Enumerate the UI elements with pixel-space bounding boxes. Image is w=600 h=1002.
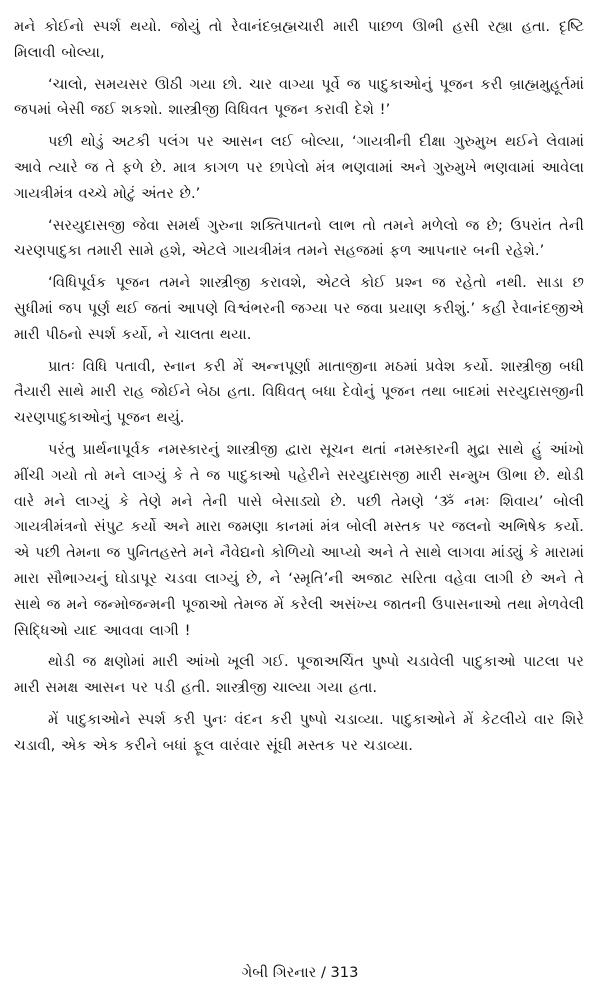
paragraph: ‘ચાલો, સમયસર ઊઠી ગયા છો. ચાર વાગ્યા પૂર્વે જ પાદુકાઓનું પૂજન કરી બ્રાહ્મમુહૂર્તમાં જપમાં બેસી જઈ શકશો. શાસ્ત્રીજી વિધિવત પૂજન કરાવી દેશે !’ (14, 75, 584, 119)
page-body (14, 14, 584, 759)
paragraph: ‘સરયુદાસજી જેવા સમર્થ ગુરુના શક્તિપાતનો લાભ તો તમને મળેલો જ છે; ઉપરાંત તેની ચરણપાદુકા તમારી સામે હશે, એટલે ગાયત્રીમંત્ર તમને સહજમાં ફળ આપનાર બની રહેશે.’ (14, 216, 584, 260)
paragraph: ‘વિધિપૂર્વક પૂજન તમને શાસ્ત્રીજી કરાવશે, એટલે કોઈ પ્રશ્ન જ રહેતો નથી. સાડા છ સુધીમાં જપ પૂર્ણ થઈ જતાં આપણે વિશ્વંભરની જગ્યા પર જવા પ્રયાણ કરીશું.’ કહી રેવાનંદજીએ મારી પીઠનો સ્પર્શ કર્યો, ને ચાલતા થયા. (14, 274, 584, 343)
paragraph: મેં પાદુકાઓને સ્પર્શ કરી પુનઃ વંદન કરી પુષ્પો ચડાવ્યા. પાદુકાઓને મેં કેટલીયે વાર શિરે ચડાવી, એક એક કરીને બધાં ફૂલ વારંવાર સૂંઘી મસ્તક પર ચડાવ્યા. (14, 710, 584, 754)
paragraph: પરંતુ પ્રાર્થનાપૂર્વક નમસ્કારનું શાસ્ત્રીજી દ્વારા સૂચન થતાં નમસ્કારની મુદ્રા સાથે હું આંખો મીંચી ગયો તો મને લાગ્યું કે તે જ પાદુકાઓ પહેરીને સરયુદાસજી મારી સન્મુખ ઊભા છે. થોડી વારે મને લાગ્યું કે તેણે મને તેની પાસે બેસાડ્યો છે. પછી તેમણે ‘ૐ નમઃ શિવાય’ બોલી ગાયત્રીમંત્રનો સંપુટ કર્યો અને મારા જમણા કાનમાં મંત્ર બોલી મસ્તક પર જલનો અભિષેક કર્યો. એ પછી તેમના જ પુનિતહસ્તે મને નૈવેદ્યનો કોળિયો આપ્યો અને તે સાથે લાગવા માંડ્યું કે મારામાં મારા સૌભાગ્યનું ઘોડાપૂર ચડવા લાગ્યું છે, ને ‘સ્મૃતિ’ની અજાટ સરિતા વહેવા લાગી છે અને તે સાથે જ મને જન્મોજન્મની પૂજાઓ તેમજ મેં કરેલી અસંખ્ય જાતની ઉપાસનાઓ તથા મેળવેલી સિદ્ધિઓ યાદ આવવા લાગી ! (14, 440, 584, 639)
page-footer: ગેબી ગિરનાર / 313 (241, 964, 359, 981)
paragraph: થોડી જ ક્ષણોમાં મારી આંખો ખૂલી ગઈ. પૂજાઅર્ચિત પુષ્પો ચડાવેલી પાદુકાઓ પાટલા પર મારી સમક્ષ આસન પર પડી હતી. શાસ્ત્રીજી ચાલ્યા ગયા હતા. (14, 653, 584, 697)
paragraph: મને કોઈનો સ્પર્શ થયો. જોયું તો રેવાનંદબ્રહ્મચારી મારી પાછળ ઊભી હસી રહ્યા હતા. દૃષ્ટિ મિલાવી બોલ્યા, (14, 18, 584, 61)
paragraph: પ્રાતઃ વિધિ પતાવી, સ્નાન કરી મેં અન્નપૂર્ણા માતાજીના મઠમાં પ્રવેશ કર્યો. શાસ્ત્રીજી બધી તૈયારી સાથે મારી રાહ જોઈને બેઠા હતા. વિધિવત્ બધા દેવોનું પૂજન તથા બાદમાં સરયુદાસજીની ચરણપાદુકાઓનું પૂજન થયું. (14, 357, 584, 427)
paragraph: પછી થોડું અટકી પલંગ પર આસન લઈ બોલ્યા, ‘ગાયત્રીની દીક્ષા ગુરુમુખ થઈને લેવામાં આવે ત્યારે જ તે ફળે છે. માત્ર કાગળ પર છાપેલો મંત્ર ભણવામાં અને ગુરુમુખે ભણવામાં આવેલા ગાયત્રીમંત્ર વચ્ચે મોટું અંતર છે.’ (14, 133, 584, 202)
